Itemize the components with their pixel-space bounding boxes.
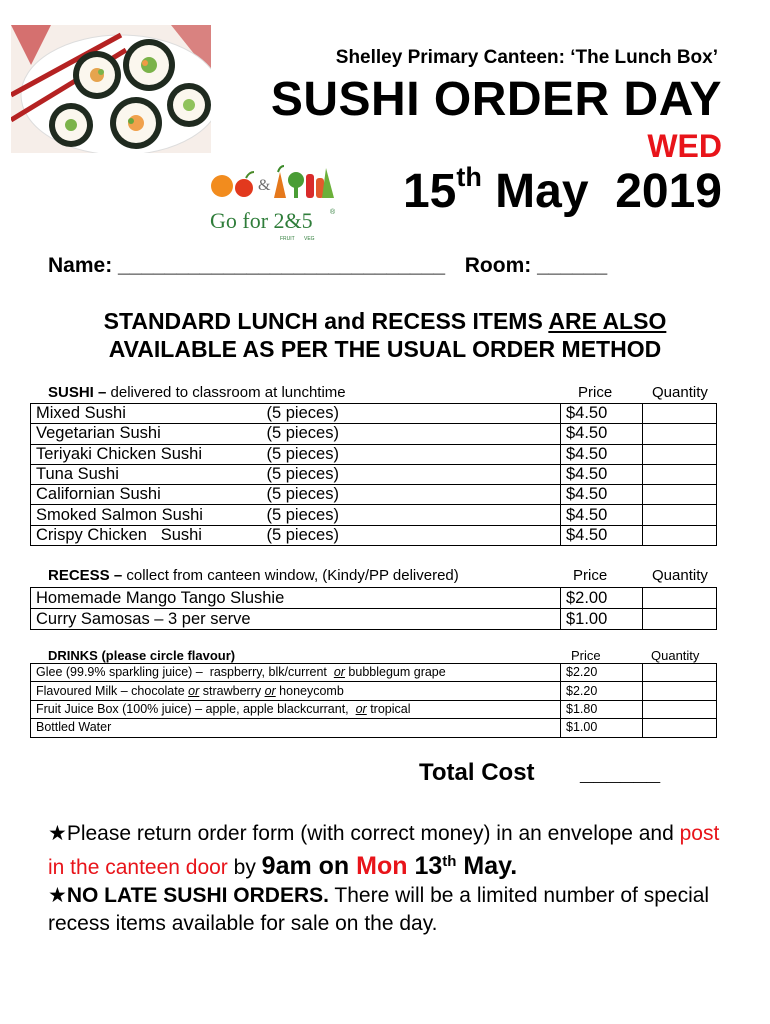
drinks-item-price: $2.20 bbox=[561, 682, 643, 700]
drink-text: Fruit Juice Box (100% juice) – apple, apple blackcurrant, bbox=[36, 701, 356, 716]
drinks-item-price: $1.80 bbox=[561, 700, 643, 718]
recess-quantity-input[interactable] bbox=[643, 588, 717, 609]
svg-text:&: & bbox=[258, 177, 271, 194]
sushi-item-pieces: (5 pieces) bbox=[262, 444, 561, 464]
sushi-row bbox=[31, 444, 717, 464]
sushi-item-name: Vegetarian Sushi bbox=[31, 424, 262, 444]
sushi-item-name: Mixed Sushi bbox=[31, 404, 262, 424]
or-word: or bbox=[355, 701, 367, 716]
recess-quantity-header: Quantity bbox=[652, 567, 708, 584]
drinks-item-name bbox=[31, 719, 561, 737]
sushi-item-name: Tuna Sushi bbox=[31, 464, 262, 484]
recess-price-header: Price bbox=[573, 567, 608, 584]
deadline-weekday: Mon bbox=[356, 852, 408, 880]
sushi-item-price: $4.50 bbox=[561, 424, 643, 444]
drinks-quantity-input[interactable] bbox=[643, 682, 717, 700]
sushi-section-heading: SUSHI – delivered to classroom at lunchtime bbox=[48, 384, 346, 401]
drinks-item-name bbox=[31, 682, 561, 700]
drinks-quantity-input[interactable] bbox=[643, 664, 717, 682]
drinks-row bbox=[31, 719, 717, 737]
sushi-quantity-input[interactable] bbox=[643, 525, 717, 545]
sushi-row bbox=[31, 485, 717, 505]
sushi-row bbox=[31, 424, 717, 444]
sushi-quantity-input[interactable] bbox=[643, 444, 717, 464]
drinks-item-name bbox=[31, 700, 561, 718]
recess-item-price: $1.00 bbox=[561, 609, 643, 630]
page-title: SUSHI ORDER DAY bbox=[270, 73, 722, 126]
canteen-subtitle: Shelley Primary Canteen: ‘The Lunch Box’ bbox=[335, 47, 718, 68]
drink-text: Glee (99.9% sparkling juice) – raspberry, blk/current bbox=[36, 665, 334, 680]
sushi-item-name: Teriyaki Chicken Sushi bbox=[31, 444, 262, 464]
logo-trademark: ® bbox=[330, 209, 336, 216]
sushi-price-header: Price bbox=[578, 384, 613, 401]
drinks-quantity-header: Quantity bbox=[651, 648, 700, 663]
notice-line1: STANDARD LUNCH and RECESS ITEMS bbox=[103, 308, 549, 334]
drinks-row bbox=[31, 682, 717, 700]
sushi-row bbox=[31, 525, 717, 545]
sushi-item-price: $4.50 bbox=[561, 404, 643, 424]
recess-item-name: Homemade Mango Tango Slushie bbox=[31, 588, 561, 609]
or-word: or bbox=[333, 665, 345, 680]
sushi-quantity-input[interactable] bbox=[643, 505, 717, 525]
go-for-2-and-5-logo bbox=[208, 164, 338, 246]
sushi-quantity-input[interactable] bbox=[643, 404, 717, 424]
or-word: or bbox=[264, 683, 276, 698]
drinks-quantity-input[interactable] bbox=[643, 719, 717, 737]
late-order-warning: ★NO LATE SUSHI ORDERS. There will be a limited number of special recess items available for sale on the day. bbox=[48, 884, 710, 935]
drink-text: bubblegum grape bbox=[344, 665, 446, 680]
drink-text: tropical bbox=[366, 701, 411, 716]
recess-row bbox=[31, 588, 717, 609]
logo-text: Go for 2&5 bbox=[210, 208, 313, 233]
sushi-item-price: $4.50 bbox=[561, 464, 643, 484]
sushi-item-pieces: (5 pieces) bbox=[262, 424, 561, 444]
recess-item-name: Curry Samosas – 3 per serve bbox=[31, 609, 561, 630]
sushi-photo bbox=[11, 25, 211, 153]
recess-row bbox=[31, 609, 717, 630]
standard-lunch-notice bbox=[45, 307, 725, 363]
logo-veg-label: VEG bbox=[304, 236, 315, 242]
sushi-item-name: Smoked Salmon Sushi bbox=[31, 505, 262, 525]
drinks-quantity-input[interactable] bbox=[643, 700, 717, 718]
room-field[interactable]: ______ bbox=[537, 254, 608, 277]
order-date bbox=[403, 164, 722, 219]
date-suffix: th bbox=[456, 162, 482, 192]
drink-text: Bottled Water bbox=[36, 720, 112, 735]
drinks-item-price: $2.20 bbox=[561, 664, 643, 682]
name-room-line bbox=[48, 254, 607, 278]
sushi-item-pieces: (5 pieces) bbox=[262, 505, 561, 525]
drinks-price-header: Price bbox=[571, 648, 601, 663]
sushi-item-price: $4.50 bbox=[561, 505, 643, 525]
sushi-item-pieces: (5 pieces) bbox=[262, 525, 561, 545]
sushi-item-price: $4.50 bbox=[561, 485, 643, 505]
drinks-item-price: $1.00 bbox=[561, 719, 643, 737]
sushi-item-name: Crispy Chicken Sushi bbox=[31, 525, 262, 545]
date-day: 15 bbox=[402, 165, 457, 218]
name-field[interactable]: ____________________________ bbox=[118, 254, 446, 277]
drinks-order-table bbox=[30, 663, 717, 738]
or-word: or bbox=[188, 683, 200, 698]
sushi-item-price: $4.50 bbox=[561, 444, 643, 464]
total-cost-label: Total Cost bbox=[419, 759, 535, 786]
canteen-door-text: post in the canteen door bbox=[48, 822, 720, 879]
sushi-row bbox=[31, 464, 717, 484]
drinks-section-heading: DRINKS (please circle flavour) bbox=[48, 648, 236, 663]
logo-fruit-label: FRUIT bbox=[280, 236, 295, 242]
sushi-row bbox=[31, 505, 717, 525]
sushi-quantity-header: Quantity bbox=[652, 384, 708, 401]
sushi-item-name: Californian Sushi bbox=[31, 485, 262, 505]
recess-item-price: $2.00 bbox=[561, 588, 643, 609]
sushi-item-pieces: (5 pieces) bbox=[262, 485, 561, 505]
sushi-item-pieces: (5 pieces) bbox=[262, 404, 561, 424]
recess-section-heading: RECESS – collect from canteen window, (Kindy/PP delivered) bbox=[48, 567, 459, 584]
notice-line2: AVAILABLE AS PER THE USUAL ORDER METHOD bbox=[108, 336, 662, 362]
total-cost-field[interactable]: ______ bbox=[580, 759, 661, 786]
sushi-quantity-input[interactable] bbox=[643, 464, 717, 484]
recess-order-table bbox=[30, 587, 717, 630]
name-label: Name: bbox=[48, 254, 113, 277]
recess-quantity-input[interactable] bbox=[643, 609, 717, 630]
sushi-row bbox=[31, 404, 717, 424]
deadline-time: 9am on bbox=[261, 852, 357, 880]
drinks-row bbox=[31, 664, 717, 682]
sushi-item-pieces: (5 pieces) bbox=[262, 464, 561, 484]
sushi-order-table bbox=[30, 403, 717, 546]
drink-text: Flavoured Milk – chocolate bbox=[36, 683, 189, 698]
star-icon: ★ bbox=[48, 822, 67, 845]
sushi-quantity-input[interactable] bbox=[643, 485, 717, 505]
date-month-year: May 2019 bbox=[495, 165, 722, 218]
notice-emphasis: ARE ALSO bbox=[548, 308, 667, 334]
drink-text: honeycomb bbox=[275, 683, 344, 698]
return-instruction: ★Please return order form (with correct money) in an envelope and post in the canteen door by 9am on Mon 13th May. bbox=[48, 822, 720, 880]
sushi-quantity-input[interactable] bbox=[643, 424, 717, 444]
sushi-item-price: $4.50 bbox=[561, 525, 643, 545]
drinks-row bbox=[31, 700, 717, 718]
star-icon: ★ bbox=[48, 884, 67, 907]
room-label: Room: bbox=[464, 254, 532, 277]
order-weekday: WED bbox=[647, 128, 722, 164]
footer-instructions bbox=[48, 820, 738, 938]
drink-text: strawberry bbox=[199, 683, 265, 698]
drinks-item-name bbox=[31, 664, 561, 682]
